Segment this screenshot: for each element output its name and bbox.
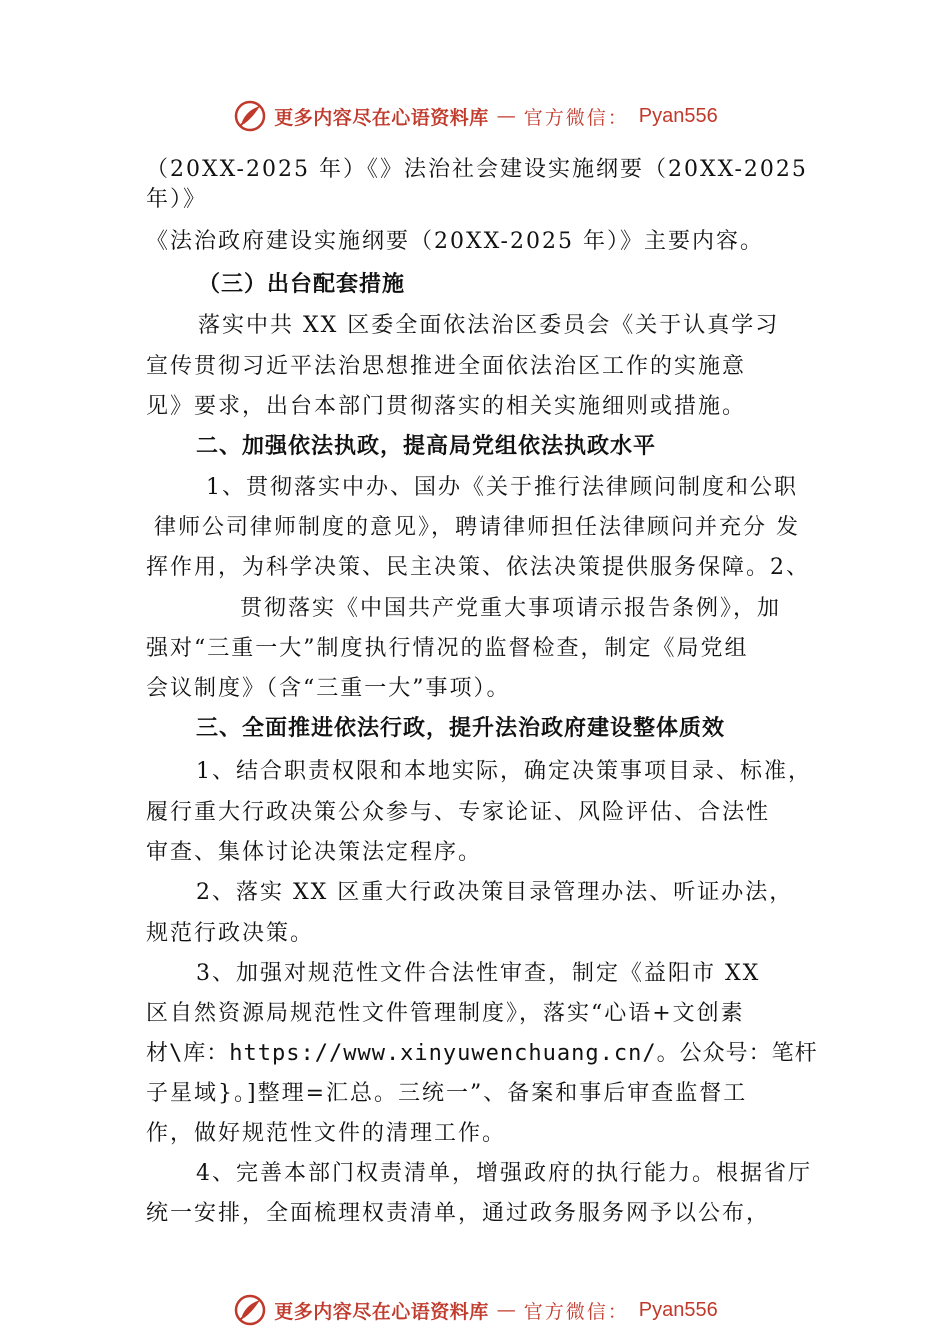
- text-line-17: 履行重大行政决策公众参与、专家论证、风险评估、合法性: [146, 800, 771, 825]
- heading-3: 三、全面推进依法行政，提升法治政府建设整体质效: [196, 716, 726, 741]
- watermark-sub: 官方微信：: [523, 106, 629, 129]
- text-line-22: 区自然资源局规范性文件管理制度》，落实“心语+文创素: [146, 1001, 745, 1026]
- text-line-16: 1、结合职责权限和本地实际，确定决策事项目录、标准，: [196, 759, 812, 784]
- text-line-14: 会议制度》（含“三重一大”事项）。: [146, 676, 511, 701]
- text-line-26: 4、完善本部门权责清单，增强政府的执行能力。根据省厅: [196, 1161, 812, 1186]
- heading-2: 二、加强依法执政，提高局党组依法执政水平: [196, 434, 657, 459]
- watermark-wechat-id: Pyan556: [638, 1298, 718, 1321]
- text-line-10: 律师公司律师制度的意见》，聘请律师担任法律顾问并充分 发: [154, 515, 800, 540]
- footer-watermark: [0, 1290, 950, 1330]
- text-line-3: 《法治政府建设实施纲要（20XX-2025 年）》主要内容。: [146, 229, 764, 254]
- text-line-12: 贯彻落实《中国共产党重大事项请示报告条例》，加: [240, 596, 782, 621]
- text-line-13: 强对“三重一大”制度执行情况的监督检查，制定《局党组: [146, 636, 749, 661]
- text-line-2: 年）》: [146, 187, 208, 212]
- text-line-7: 见》要求，出台本部门贯彻落实的相关实施细则或措施。: [146, 394, 747, 419]
- text-line-11: 挥作用，为科学决策、民主决策、依法决策提供服务保障。2、: [146, 555, 810, 580]
- text-line-21: 3、加强对规范性文件合法性审查，制定《益阳市 XX: [196, 961, 761, 986]
- text-line-5: 落实中共 XX 区委全面依法治区委员会《关于认真学习: [198, 313, 780, 338]
- text-line-19: 2、落实 XX 区重大行政决策目录管理办法、听证办法，: [196, 880, 794, 905]
- subheading-3: （三）出台配套措施: [198, 272, 406, 297]
- text-line-9: 1、贯彻落实中办、国办《关于推行法律顾问制度和公职: [206, 475, 798, 500]
- text-line-23: 材\库：https://www.xinyuwenchuang.cn/。公众号：笔杆: [146, 1041, 818, 1066]
- text-line-27: 统一安排，全面梳理权责清单，通过政务服务网予以公布，: [146, 1201, 771, 1226]
- watermark-brand: 更多内容尽在心语资料库: [274, 1300, 489, 1323]
- brand-logo-icon: [232, 1292, 268, 1328]
- text-line-18: 审查、集体讨论决策法定程序。: [146, 840, 483, 865]
- watermark-wechat-id: Pyan556: [638, 104, 718, 127]
- text-line-1: （20XX-2025 年）《》法治社会建设实施纲要（20XX-2025: [146, 157, 808, 182]
- watermark-dash: —: [496, 105, 516, 127]
- watermark-brand: 更多内容尽在心语资料库: [274, 106, 489, 129]
- brand-logo-icon: [232, 98, 268, 134]
- header-watermark: [0, 96, 950, 136]
- text-line-24: 子星域}。]整理=汇总。三统一”、备案和事后审查监督工: [146, 1081, 748, 1106]
- text-line-25: 作，做好规范性文件的清理工作。: [146, 1121, 507, 1146]
- text-line-20: 规范行政决策。: [146, 921, 315, 946]
- text-line-6: 宣传贯彻习近平法治思想推进全面依法治区工作的实施意: [146, 354, 747, 379]
- watermark-sub: 官方微信：: [523, 1300, 629, 1323]
- watermark-dash: —: [496, 1299, 516, 1321]
